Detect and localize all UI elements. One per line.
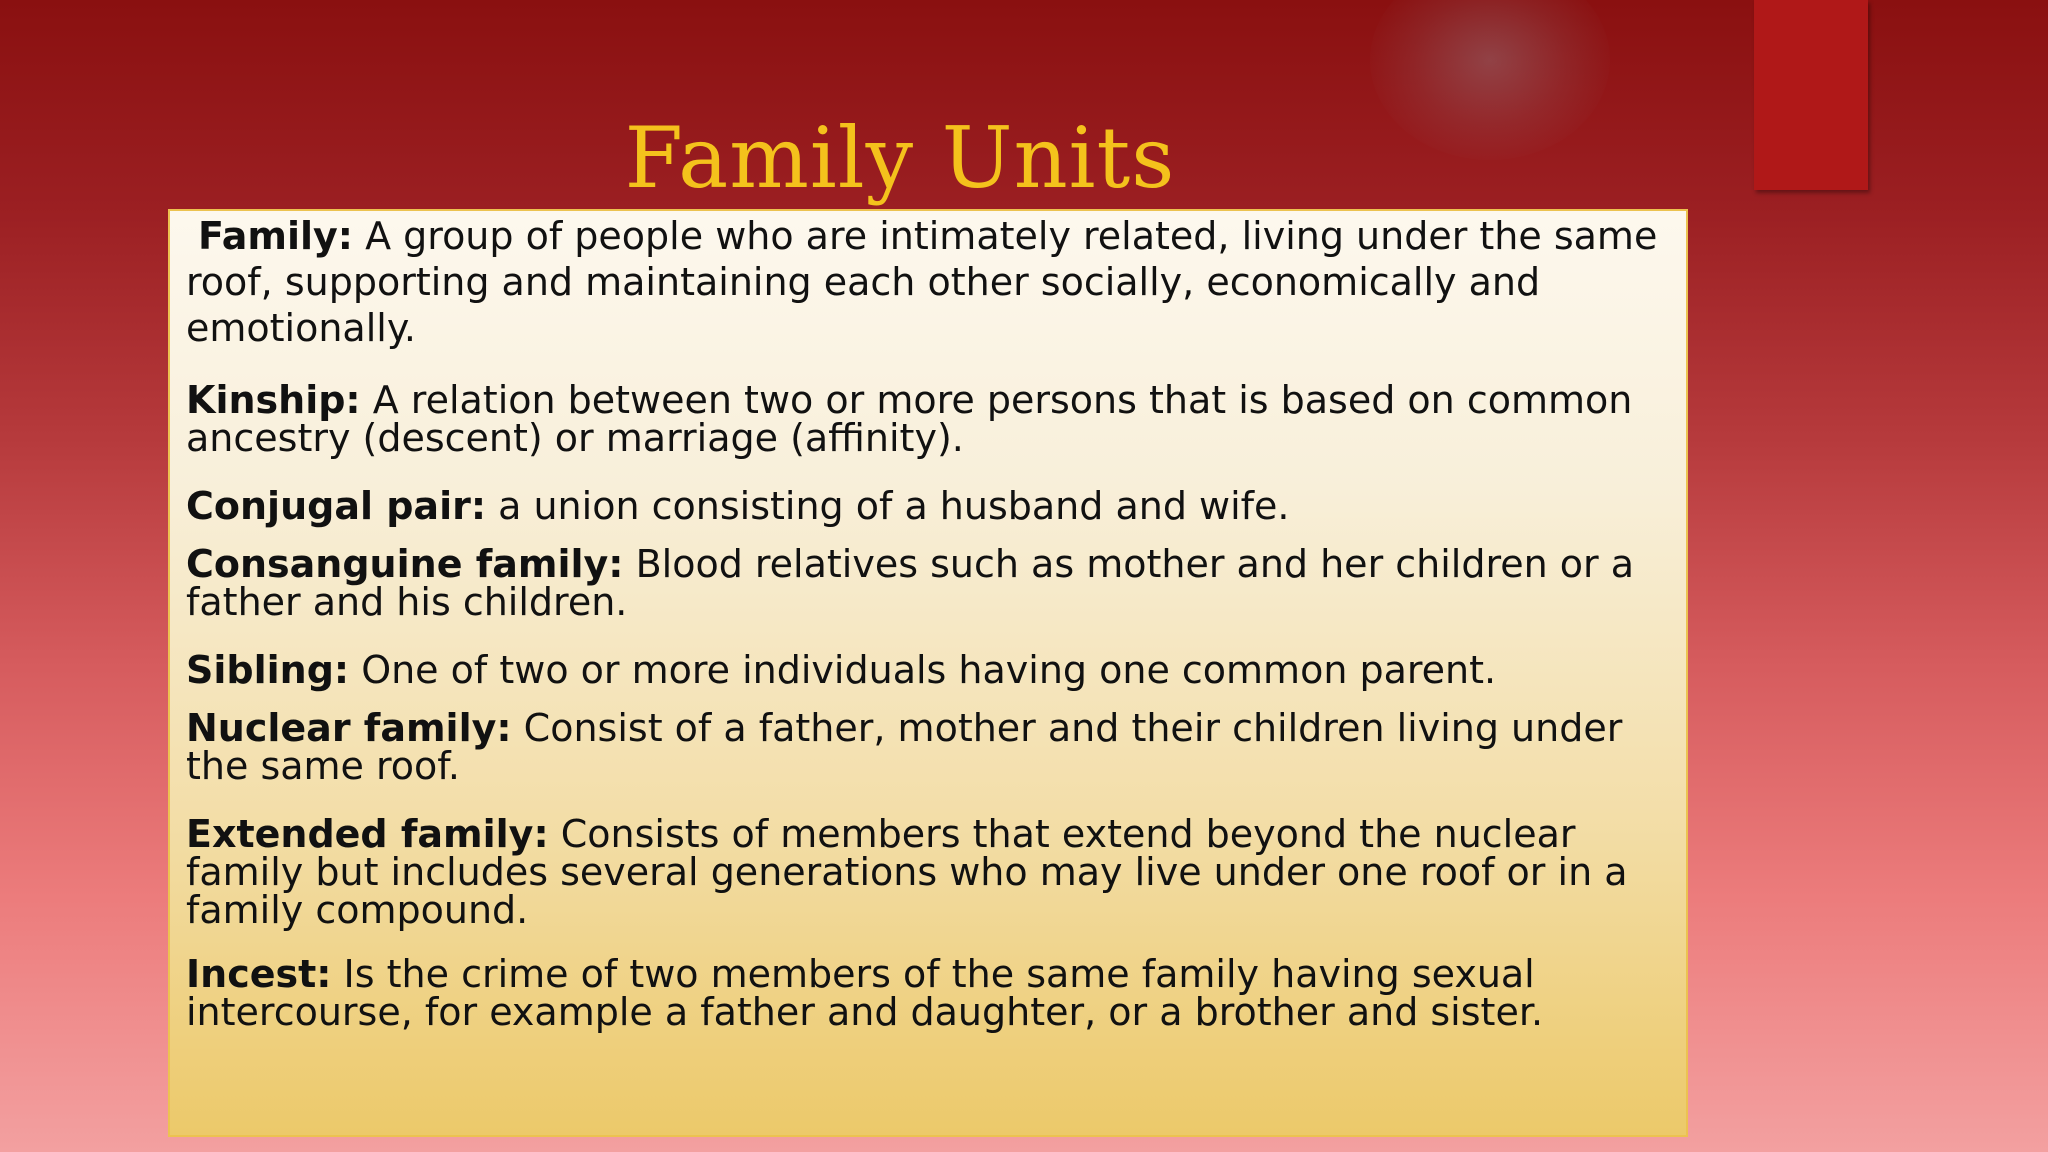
slide-title: Family Units <box>624 109 1176 207</box>
definition-incest <box>186 952 1668 1034</box>
definition-term: Family: <box>198 214 353 258</box>
definition-term: Extended family: <box>186 812 549 856</box>
definition-family <box>186 213 1668 351</box>
definition-term: Consanguine family: <box>186 542 624 586</box>
definition-term: Conjugal pair: <box>186 484 487 528</box>
accent-bar <box>1754 0 1868 190</box>
definition-text: Is the crime of two members of the same family having sexual intercourse, for example a father and daughter, or a brother and sister. <box>186 952 1544 1034</box>
definition-text: Consist of a father, mother and their children living under the same roof. <box>186 706 1623 788</box>
decorative-glow <box>1370 0 1610 160</box>
definitions-box <box>168 209 1688 1137</box>
definition-term: Nuclear family: <box>186 706 512 750</box>
definition-extended-family <box>186 812 1668 932</box>
definition-term: Sibling: <box>186 648 350 692</box>
definition-consanguine-family <box>186 542 1668 624</box>
definition-term: Kinship: <box>186 378 361 422</box>
definition-term: Incest: <box>186 952 332 996</box>
definition-text: A relation between two or more persons that is based on common ancestry (descent) or marriage (affinity). <box>186 378 1633 460</box>
definition-text: One of two or more individuals having one common parent. <box>349 648 1497 692</box>
definition-text: Blood relatives such as mother and her children or a father and his children. <box>186 542 1635 624</box>
definition-text: A group of people who are intimately related, living under the same roof, supporting and maintaining each other socially, economically and emotionally. <box>186 214 1658 350</box>
definition-kinship <box>186 378 1668 460</box>
definition-text: Consists of members that extend beyond the nuclear family but includes several generations who may live under one roof or in a family compound. <box>186 812 1628 932</box>
definition-nuclear-family <box>186 706 1668 788</box>
definition-conjugal-pair <box>186 484 1668 528</box>
definition-text: a union consisting of a husband and wife. <box>486 484 1290 528</box>
definition-sibling <box>186 648 1668 692</box>
